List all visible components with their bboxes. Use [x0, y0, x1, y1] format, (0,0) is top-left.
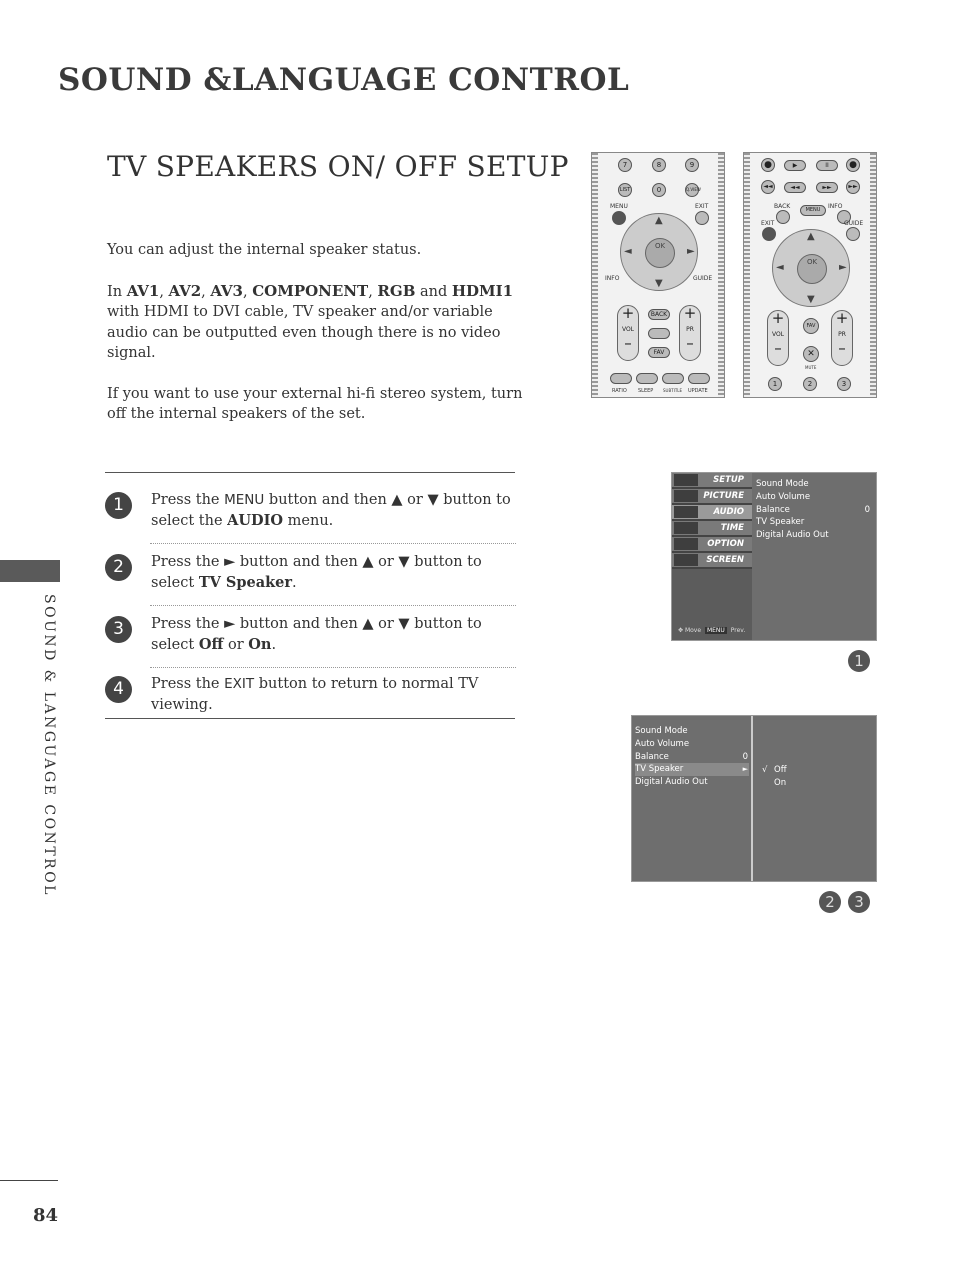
minus-icon: –	[686, 334, 694, 352]
skip-forward-button[interactable]: ►►	[846, 180, 860, 194]
step-divider	[150, 667, 516, 668]
osd-tv-speaker-submenu	[631, 715, 877, 882]
step-text-part: .	[271, 636, 277, 653]
pr-rocker[interactable]	[679, 305, 701, 361]
num-9-button[interactable]: 9	[685, 158, 699, 172]
screen-thumb-icon	[674, 554, 698, 566]
ok-button[interactable]: OK	[645, 238, 675, 268]
stop-button[interactable]: ●	[846, 158, 860, 172]
intro-paragraph-3: If you want to use your external hi-fi stereo system, turn off the internal speakers of the set.	[107, 385, 523, 422]
intro-p2-rest: with HDMI to DVI cable, TV speaker and/or variable audio can be outputted even though there is no video signal.	[107, 304, 501, 361]
guide-button[interactable]	[846, 227, 860, 241]
exit-label: EXIT	[761, 220, 775, 227]
steps-bottom-rule	[105, 718, 515, 719]
dpad[interactable]	[620, 213, 698, 291]
osd2-item-sound-mode[interactable]: Sound Mode	[635, 726, 688, 736]
intro-text	[107, 240, 527, 445]
step-text-part: Press the	[151, 676, 220, 692]
balance-value: 0	[864, 504, 870, 515]
vol-label: VOL	[771, 331, 785, 338]
pr-rocker[interactable]	[831, 310, 853, 366]
menu-label: MENU	[610, 203, 628, 210]
osd-menu-screen[interactable]	[672, 553, 752, 569]
step-text-part: .	[292, 574, 297, 591]
remote-control-2	[743, 152, 877, 398]
audio-key: AUDIO	[227, 511, 284, 529]
right-arrow-icon: ►	[742, 765, 748, 774]
source-av1: AV1	[126, 281, 160, 300]
osd-menu-picture[interactable]	[672, 489, 752, 505]
item-label: Balance	[635, 751, 669, 762]
step-text-part: Press the ► button and then ▲ or ▼ button to select	[151, 554, 482, 591]
move-icon: ✥	[678, 627, 684, 634]
minus-icon: –	[774, 339, 782, 357]
menu-label: AUDIO	[713, 507, 744, 517]
pause-button[interactable]: II	[816, 160, 838, 171]
plus-icon: +	[835, 309, 849, 327]
tv-speaker-key: TV Speaker	[198, 573, 293, 591]
source-component: COMPONENT	[252, 281, 369, 300]
record-button[interactable]: ●	[761, 158, 775, 172]
side-tab-marker	[0, 560, 60, 582]
osd-menu-setup[interactable]	[672, 473, 752, 489]
osd2-items	[635, 725, 749, 789]
info-label: INFO	[828, 203, 843, 210]
red-button[interactable]	[610, 373, 632, 384]
osd-item-digital-audio-out[interactable]: Digital Audio Out	[756, 530, 829, 541]
step-text	[151, 552, 517, 593]
forward-button[interactable]: ►►	[816, 182, 838, 193]
step-2	[105, 552, 517, 593]
vol-label: VOL	[621, 326, 635, 333]
step-3	[105, 614, 517, 655]
step-text-part: button and then ▲ or ▼ button to select the	[151, 492, 511, 529]
guide-label: GUIDE	[693, 275, 713, 282]
subtitle-label: SUBTITLE	[663, 388, 683, 393]
num-3-button[interactable]: 3	[837, 377, 851, 391]
menu-button[interactable]: MENU	[800, 205, 826, 216]
option-label: On	[774, 778, 787, 788]
back-label: BACK	[774, 203, 791, 210]
step-badge-3: 3	[848, 891, 870, 913]
balance-value: 0	[742, 751, 748, 762]
skip-back-button[interactable]: ◄◄	[761, 180, 775, 194]
exit-button[interactable]	[695, 211, 709, 225]
exit-button[interactable]	[762, 227, 776, 241]
step-badge-2: 2	[819, 891, 841, 913]
exit-key: EXIT	[224, 676, 255, 692]
on-key: On	[248, 635, 272, 653]
speaker-options	[762, 764, 787, 790]
intro-and: and	[420, 283, 448, 300]
step-text-part: Press the	[151, 492, 220, 508]
step-text	[151, 490, 517, 531]
menu-label: OPTION	[707, 539, 744, 549]
num-0-button[interactable]: 0	[652, 183, 666, 197]
left-arrow-icon: ◄	[624, 246, 632, 257]
menu-key: MENU	[224, 492, 265, 508]
fav-button[interactable]: FAV	[803, 318, 819, 334]
step-text	[151, 614, 517, 655]
list-button[interactable]: LIST	[618, 183, 632, 197]
update-label: UPDATE	[688, 388, 708, 394]
up-arrow-icon: ▲	[807, 231, 815, 242]
fav-button[interactable]: FAV	[648, 347, 670, 358]
step-text-part: menu.	[287, 512, 334, 529]
down-arrow-icon: ▼	[807, 294, 815, 305]
menu-button[interactable]	[612, 211, 626, 225]
hint-prev: Prev.	[730, 627, 746, 634]
remote-edge	[744, 153, 750, 397]
step-text-part: or	[227, 636, 244, 653]
osd-item-sound-mode[interactable]: Sound Mode	[756, 479, 809, 489]
menu-label: SCREEN	[706, 555, 744, 565]
off-key: Off	[198, 635, 224, 653]
mute-button[interactable]: ✕	[803, 346, 819, 362]
page-number: 84	[33, 1205, 59, 1226]
step-number: 4	[105, 676, 132, 703]
play-button[interactable]: ▶	[784, 160, 806, 171]
osd-item-balance[interactable]	[756, 504, 870, 517]
ok-button[interactable]: OK	[797, 254, 827, 284]
mute-label: MUTE	[805, 365, 817, 370]
exit-label: EXIT	[695, 203, 709, 210]
page-header-title: SOUND &LANGUAGE CONTROL	[58, 62, 630, 98]
osd-menu-option[interactable]	[672, 537, 752, 553]
osd-item-auto-volume[interactable]: Auto Volume	[756, 491, 811, 502]
option-on[interactable]	[762, 777, 787, 790]
right-arrow-icon: ►	[839, 262, 847, 273]
osd-submenu-left	[632, 716, 753, 881]
steps-top-rule	[105, 472, 515, 473]
guide-label: GUIDE	[844, 220, 864, 227]
menu-label: SETUP	[713, 475, 744, 485]
up-arrow-icon: ▲	[655, 215, 663, 226]
source-rgb: RGB	[377, 281, 416, 300]
osd-audio-items	[756, 478, 870, 542]
osd2-item-digital-audio-out[interactable]: Digital Audio Out	[635, 777, 708, 788]
step-text-part: Press the ► button and then ▲ or ▼ button to select	[151, 616, 482, 653]
blue-button[interactable]	[688, 373, 710, 384]
audio-thumb-icon	[674, 506, 698, 518]
step-number: 2	[105, 554, 132, 581]
step-badge-1: 1	[848, 650, 870, 672]
osd2-item-tv-speaker[interactable]	[635, 763, 749, 776]
step-number: 1	[105, 492, 132, 519]
step-divider	[150, 605, 516, 606]
option-off[interactable]	[762, 764, 787, 777]
source-hdmi1: HDMI1	[451, 281, 514, 300]
osd-main-menu	[672, 473, 752, 640]
minus-icon: –	[624, 334, 632, 352]
time-thumb-icon	[674, 522, 698, 534]
source-av3: AV3	[210, 281, 243, 300]
back-button[interactable]	[776, 210, 790, 224]
option-label: Off	[774, 765, 787, 775]
rewind-button[interactable]: ◄◄	[784, 182, 806, 193]
source-av2: AV2	[168, 281, 202, 300]
section-title: TV SPEAKERS ON/ OFF SETUP	[107, 150, 569, 183]
left-arrow-icon: ◄	[776, 262, 784, 273]
num-7-button[interactable]: 7	[618, 158, 632, 172]
sleep-label: SLEEP	[638, 388, 654, 394]
step-4	[105, 674, 517, 715]
right-arrow-icon: ►	[687, 246, 695, 257]
plus-icon: +	[771, 309, 785, 327]
plus-icon: +	[621, 304, 635, 322]
back-button[interactable]: BACK	[648, 309, 670, 320]
step-divider	[150, 543, 516, 544]
side-section-label: SOUND & LANGUAGE CONTROL	[41, 594, 57, 897]
ratio-label: RATIO	[612, 388, 627, 394]
minus-icon: –	[838, 339, 846, 357]
osd2-item-balance[interactable]	[635, 751, 749, 764]
down-arrow-icon: ▼	[655, 278, 663, 289]
green-button[interactable]	[636, 373, 658, 384]
picture-thumb-icon	[674, 490, 698, 502]
remote-edge	[592, 153, 598, 397]
plus-icon: +	[683, 304, 697, 322]
yellow-button[interactable]	[662, 373, 684, 384]
pr-label: PR	[686, 326, 694, 333]
dpad[interactable]	[772, 229, 850, 307]
info-label: INFO	[605, 275, 620, 282]
osd-audio-menu	[671, 472, 877, 641]
remote-control-1	[591, 152, 725, 398]
vol-rocker[interactable]	[617, 305, 639, 361]
menu-label: TIME	[720, 523, 744, 533]
osd-menu-time[interactable]	[672, 521, 752, 537]
remote-edge	[870, 153, 876, 397]
num-2-button[interactable]: 2	[803, 377, 817, 391]
osd-menu-audio[interactable]	[672, 505, 752, 521]
vol-rocker[interactable]	[767, 310, 789, 366]
item-label: Balance	[756, 504, 790, 515]
page-rule	[0, 1180, 58, 1181]
item-label: TV Speaker	[635, 764, 684, 775]
step-1	[105, 490, 517, 531]
step-number: 3	[105, 616, 132, 643]
blank-button[interactable]	[648, 328, 670, 339]
num-8-button[interactable]: 8	[652, 158, 666, 172]
setup-thumb-icon	[674, 474, 698, 486]
osd2-item-auto-volume[interactable]: Auto Volume	[635, 738, 690, 749]
osd-hint-bar	[678, 627, 745, 634]
intro-paragraph-2: In AV1, AV2, AV3, COMPONENT, RGB and HDMI1 with HDMI to DVI cable, TV speaker and/or variable audio can be outputted even though there is no video signal.	[107, 281, 514, 361]
step-text-part: button to return to normal TV viewing.	[151, 676, 479, 713]
remote-edge	[718, 153, 724, 397]
check-icon: √	[762, 765, 768, 775]
hint-menu-key: MENU	[706, 627, 725, 634]
qview-button[interactable]: Q.VIEW	[685, 183, 699, 197]
pr-label: PR	[838, 331, 846, 338]
intro-line-1: You can adjust the internal speaker status.	[107, 242, 422, 258]
option-thumb-icon	[674, 538, 698, 550]
menu-label: PICTURE	[703, 491, 744, 501]
osd-item-tv-speaker[interactable]: TV Speaker	[756, 517, 805, 528]
num-1-button[interactable]: 1	[768, 377, 782, 391]
hint-move: Move	[684, 627, 702, 634]
intro-in: In	[107, 283, 123, 300]
step-text	[151, 674, 517, 715]
